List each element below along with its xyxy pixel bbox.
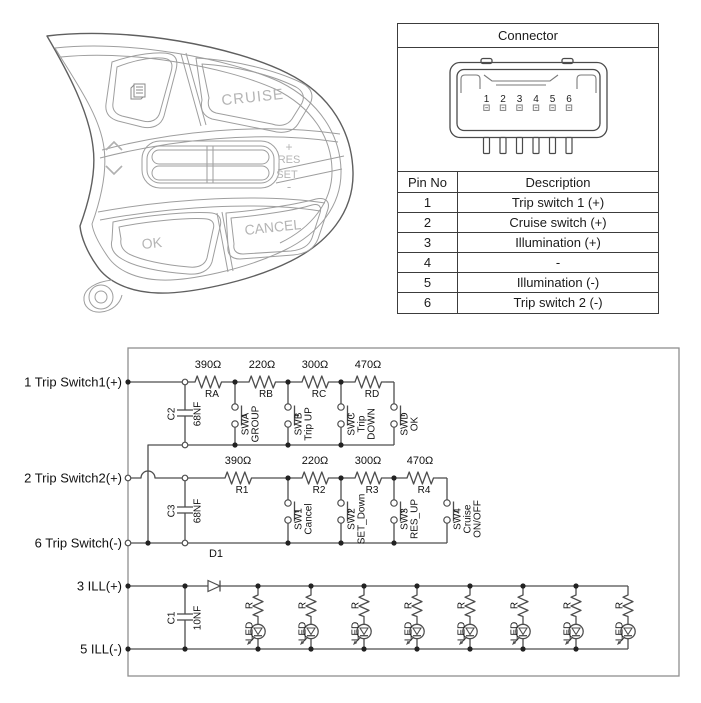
branch-led-label: LED [614, 621, 626, 642]
trip-mode-button[interactable] [106, 53, 177, 128]
pin-no: 2 [398, 213, 458, 232]
cap-name: C3 [166, 504, 178, 518]
pin-no: 4 [398, 253, 458, 272]
branch-led-label: LED [562, 621, 574, 642]
resistor-name: RA [205, 389, 219, 400]
pin-no: 6 [398, 293, 458, 313]
switch-name: SWC [346, 412, 358, 436]
connector-panel [397, 23, 659, 314]
resistor-value: 390Ω [194, 359, 222, 371]
pin-number: 2 [500, 94, 506, 105]
terminal-trip-switch2: 2 Trip Switch2(+) [24, 470, 122, 486]
pin-no-header: Pin No [398, 172, 458, 192]
cap-value: 68NF [192, 401, 204, 427]
switch-name: SWD [399, 412, 411, 436]
connector-pin-slots [484, 105, 572, 110]
trip-computer-icon [131, 84, 145, 99]
switch-func: SET_Down [356, 493, 368, 545]
steering-switch-drawing [0, 0, 390, 330]
cap-value: 10NF [192, 605, 204, 631]
diode-label: D1 [208, 548, 224, 560]
resistor-value: 300Ω [301, 359, 329, 371]
resistor-value: 470Ω [406, 455, 434, 467]
switch-func: RES_UP [409, 498, 421, 540]
resistor-name: RC [311, 389, 327, 400]
resistor-name: RB [259, 389, 273, 400]
table-row [398, 253, 658, 273]
connector-keying [461, 75, 596, 93]
table-row [398, 233, 658, 253]
set-label: SET [276, 169, 298, 181]
pin-description: - [555, 255, 561, 270]
connector-legs [484, 138, 573, 154]
pin-description: Cruise switch (+) [509, 215, 607, 230]
pin-no: 5 [398, 273, 458, 292]
connector-title: Connector [398, 24, 658, 48]
pin-description: Trip switch 1 (+) [511, 195, 605, 210]
cap-name: C1 [166, 611, 178, 625]
switch-func: Trip [356, 415, 368, 433]
switch-func: GROUP [250, 405, 262, 443]
illumination-rows [125, 581, 635, 652]
branch-led-label: LED [297, 621, 309, 642]
switch-func: Cancel [303, 503, 315, 535]
pin-number: 6 [566, 94, 572, 105]
rocker-switch[interactable] [142, 141, 279, 188]
cap-value: 68NF [192, 498, 204, 524]
res-label: RES [277, 154, 301, 166]
resistor-name: R3 [365, 485, 379, 496]
switch-func: OK [409, 416, 421, 432]
table-row [398, 193, 658, 213]
switch-func: Trip UP [303, 407, 315, 441]
upper-band-separator [100, 129, 340, 158]
resistor-value: 390Ω [224, 455, 252, 467]
chevron-down-icon[interactable] [106, 166, 122, 174]
led-branch-labels [245, 602, 626, 641]
res-set-labels [276, 140, 344, 194]
cruise-button-label: CRUISE [220, 85, 285, 110]
switch-name: SW3 [399, 508, 411, 530]
ok-button-label: OK [140, 233, 163, 253]
connector-drawing [398, 48, 658, 170]
pin-description: Trip switch 2 (-) [513, 295, 603, 310]
table-row [398, 273, 658, 293]
panel-divider-lower [217, 212, 233, 272]
set-minus-label: - [286, 179, 292, 194]
branch-r-label: R [403, 601, 415, 610]
terminal-trip-switch1: 1 Trip Switch1(+) [24, 374, 122, 390]
cancel-button[interactable] [226, 198, 328, 259]
table-row [398, 293, 658, 313]
switch-name: SWA [240, 412, 252, 436]
resistor-value: 220Ω [301, 455, 329, 467]
switch-func: DOWN [366, 408, 378, 440]
resistor-name: R2 [312, 485, 326, 496]
pin-no: 3 [398, 233, 458, 252]
resistor-name: R1 [235, 485, 249, 496]
cap-name: C2 [166, 407, 178, 421]
pin-number: 3 [516, 94, 523, 105]
capacitor-c1 [177, 586, 193, 649]
res-plus-label: + [285, 140, 293, 154]
branch-r-label: R [244, 601, 256, 610]
branch-r-label: R [350, 601, 362, 610]
capacitor-c2 [177, 382, 193, 445]
branch-led-label: LED [350, 621, 362, 642]
pin-description: Illumination (-) [516, 275, 600, 290]
pin-description: Illumination (+) [515, 235, 601, 250]
ok-button[interactable] [111, 213, 220, 275]
table-row [398, 213, 658, 233]
switch-func: Cruise [462, 504, 474, 534]
resistor-value: 300Ω [354, 455, 382, 467]
switch-func: ON/OFF [472, 500, 484, 538]
resistor-value: 470Ω [354, 359, 382, 371]
connector-pin-numbers [484, 94, 573, 105]
resistor-name: R4 [417, 485, 431, 496]
circuit-terminal-labels [24, 375, 122, 657]
branch-led-label: LED [403, 621, 415, 642]
description-header: Description [525, 175, 591, 190]
branch-led-label: LED [509, 621, 521, 642]
pin-no: 1 [398, 193, 458, 212]
branch-led-label: LED [456, 621, 468, 642]
resistor-name: RD [364, 389, 380, 400]
diode-d1 [208, 581, 220, 592]
switch-name: SW1 [293, 508, 305, 530]
pin-number: 5 [549, 94, 556, 105]
terminal-trip-switch-neg: 6 Trip Switch(-) [34, 535, 122, 551]
wheel-body-outline [47, 33, 353, 293]
circuit-diagram [0, 330, 701, 703]
branch-r-label: R [456, 601, 468, 610]
branch-r-label: R [614, 601, 626, 610]
terminal-ill-pos: 3 ILL(+) [76, 578, 122, 594]
pin-table-header [398, 172, 658, 193]
switch-name: SWB [293, 412, 305, 436]
terminal-ill-neg: 5 ILL(-) [80, 641, 122, 657]
pin-number: 4 [533, 94, 539, 105]
branch-led-label: LED [244, 621, 256, 642]
switch-name: SW4 [452, 508, 464, 530]
branch-r-label: R [297, 601, 309, 610]
branch-r-label: R [562, 601, 574, 610]
connector-drawing-cell [398, 48, 658, 172]
trip2-row [125, 455, 483, 560]
resistor-value: 220Ω [248, 359, 276, 371]
pin-number: 1 [483, 94, 490, 105]
mounting-lug [84, 280, 122, 312]
cancel-button-label: CANCEL [243, 216, 302, 238]
capacitor-c3 [177, 478, 193, 543]
connector-shell [450, 59, 607, 138]
branch-r-label: R [509, 601, 521, 610]
switch-name: SW2 [346, 508, 358, 530]
